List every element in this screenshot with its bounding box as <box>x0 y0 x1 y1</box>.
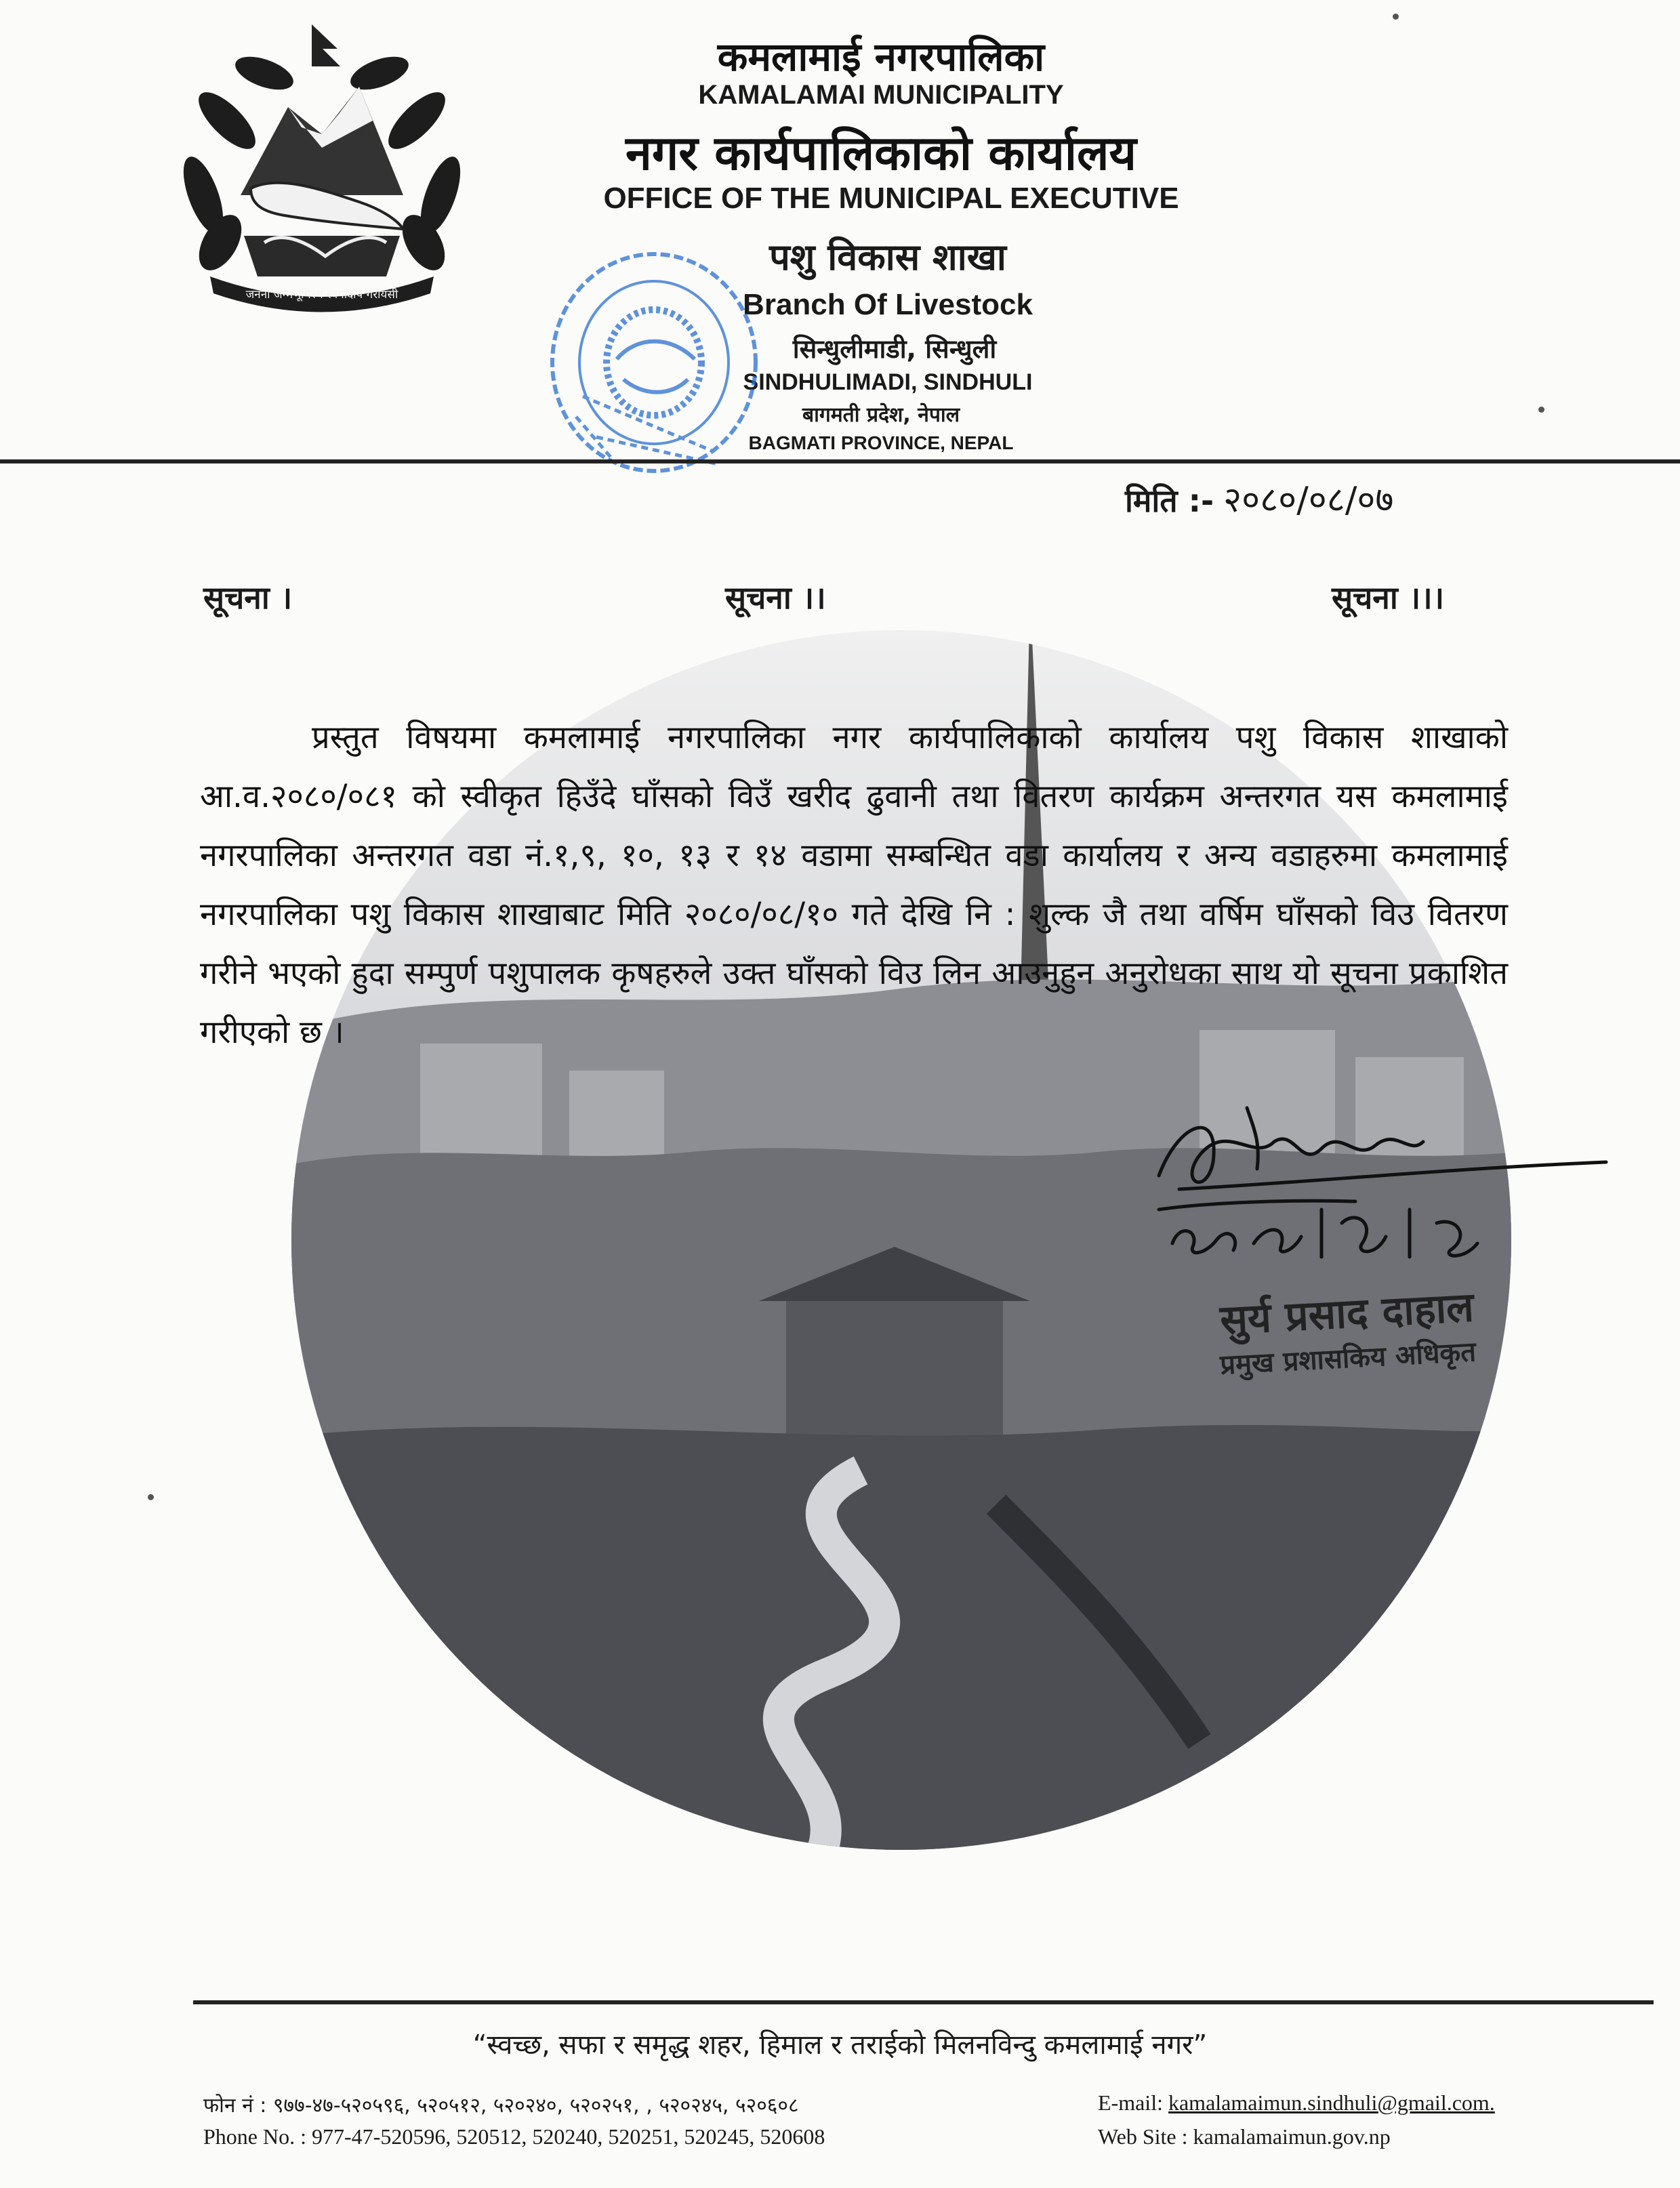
email-label: E-mail: <box>1098 2090 1163 2115</box>
emblem-motto: जननी जन्मभूमिश्च स्वर्गादपि गरीयसी <box>245 288 398 302</box>
phone-np: फोन नं : ९७७-४७-५२०५९६, ५२०५१२, ५२०२४०, ५२०२५१, , ५२०२४५, ५२०६०८ <box>203 2094 799 2118</box>
website-line: Web Site : kamalamaimun.gov.np <box>1098 2124 1391 2149</box>
branch-name-en: Branch Of Livestock <box>743 288 1033 321</box>
notice-heading-3: सूचना ।।। <box>1332 579 1445 616</box>
phone-en: Phone No. : 977-47-520596, 520512, 520240, 520251, 520245, 520608 <box>203 2124 825 2149</box>
header-divider <box>0 459 1680 463</box>
notice-paragraph: प्रस्तुत विषयमा कमलामाई नगरपालिका नगर कार्यपालिकाको कार्यालय पशु विकास शाखाको आ.व.२०८०/०८१ को स्वीकृत हिउँदे घाँसको विउँ खरीद ढुवानी तथा वितरण कार्यक्रम अन्तरगत यस कमलामाई नगरपालिका अन्तरगत वडा नं.१,९, १०, १३ र १४ वडामा सम्बन्धित वडा कार्यालय र अन्य वडाहरुमा कमलामाई नगरपालिका पशु विकास शाखाबाट मिति २०८०/०८/१० गते देखि नि : शुल्क जै तथा वर्षिम घाँसको विउ वितरण गरीने भएको हुदा सम्पुर्ण पशुपालक कृषहरुले उक्त घाँसको विउ लिन आउनुहुन अनुरोधका साथ यो सूचना प्रकाशित गरीएको छ । <box>200 719 1508 1051</box>
municipality-name-en: KAMALAMAI MUNICIPALITY <box>698 80 1064 110</box>
notice-body <box>200 708 1508 1062</box>
province-np: बागमती प्रदेश, नेपाल <box>802 403 960 427</box>
footer-divider <box>193 2000 1654 2004</box>
footer-slogan: “स्वच्छ, सफा र समृद्ध शहर, हिमाल र तराईको मिलनविन्दु कमलामाई नगर” <box>472 2029 1208 2061</box>
notice-heading-1: सूचना । <box>203 579 293 616</box>
scan-speck <box>1538 407 1544 413</box>
date-label: मिति :- <box>1125 482 1214 519</box>
scan-speck <box>1393 14 1399 20</box>
notice-date <box>1125 474 1393 522</box>
office-name-en: OFFICE OF THE MUNICIPAL EXECUTIVE <box>603 182 1179 215</box>
location-np: सिन्धुलीमाडी, सिन्धुली <box>792 334 997 364</box>
scan-speck <box>148 1494 154 1500</box>
location-en: SINDHULIMADI, SINDHULI <box>743 369 1033 395</box>
date-value: २०८०/०८/०७ <box>1223 480 1394 520</box>
email-link[interactable]: kamalamaimun.sindhuli@gmail.com. <box>1168 2090 1495 2115</box>
office-name-np: नगर कार्यपालिकाको कार्यालय <box>625 125 1137 181</box>
signer-title: प्रमुख प्रशासकिय अधिकृत <box>1219 1336 1477 1381</box>
email-line <box>1098 2090 1495 2115</box>
branch-name-np: पशु विकास शाखा <box>769 236 1006 278</box>
signer-name: सुर्य प्रसाद दाहाल <box>1218 1283 1475 1344</box>
signature-date-handwritten <box>1152 1182 1572 1271</box>
province-en: BAGMATI PROVINCE, NEPAL <box>748 432 1014 453</box>
nepal-emblem-icon <box>163 19 481 317</box>
municipality-name-np: कमलामाई नगरपालिका <box>717 34 1045 80</box>
notice-heading-2: सूचना ।। <box>725 579 826 616</box>
